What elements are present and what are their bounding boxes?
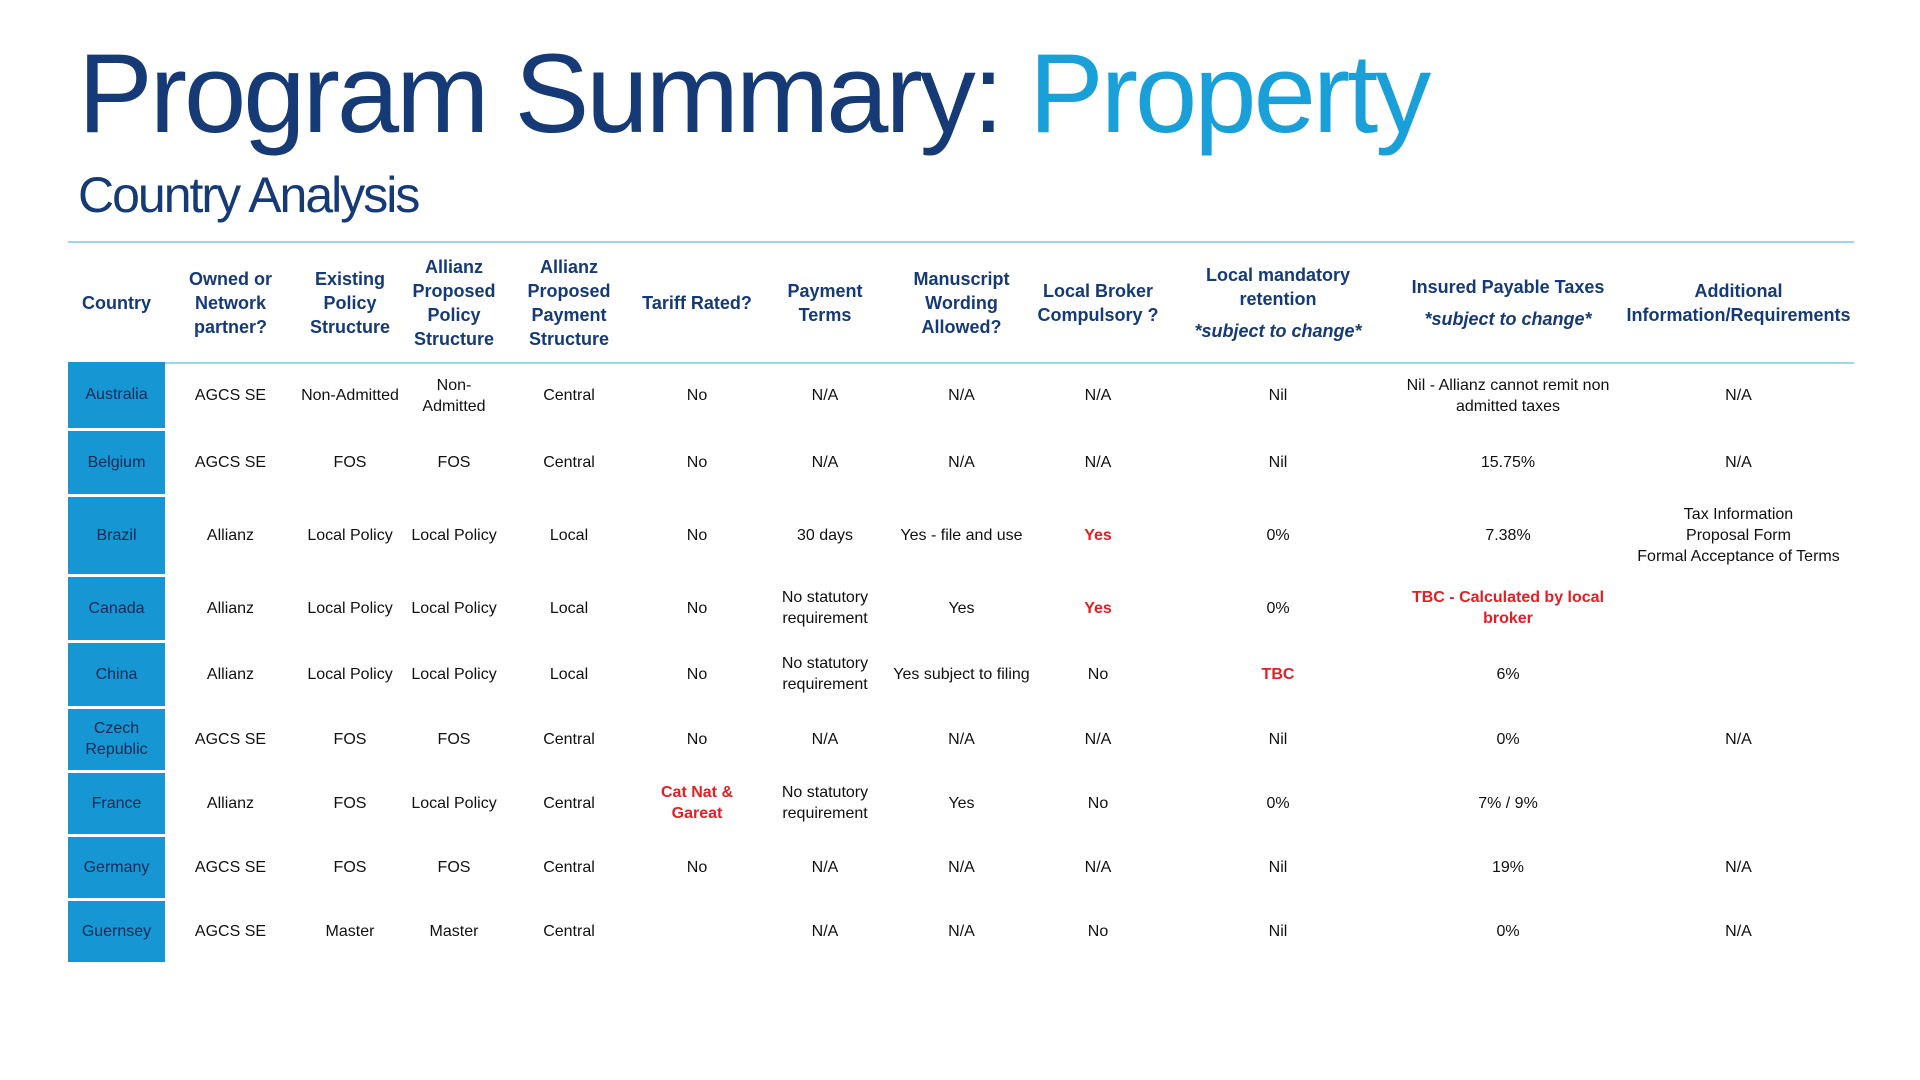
column-header (760, 243, 890, 362)
column-header-label: Tariff Rated? (642, 292, 752, 313)
country-cell: China (68, 641, 165, 707)
column-header-label: Insured Payable Taxes (1411, 276, 1605, 297)
cell-proposed-payment: Central (543, 922, 595, 940)
cell-proposed-payment: Central (543, 730, 595, 748)
cell-proposed-policy: FOS (437, 453, 471, 471)
column-header (1393, 243, 1623, 362)
column-header (634, 243, 760, 362)
cell-manuscript: Yes (948, 599, 975, 617)
country-cell: Belgium (68, 429, 165, 495)
cell-manuscript: N/A (948, 730, 975, 748)
column-header (1163, 243, 1393, 362)
cell-broker: N/A (1084, 453, 1112, 471)
cell-owned: Allianz (206, 599, 255, 617)
cell-additional (1623, 771, 1854, 835)
table-header-row (68, 243, 1854, 362)
cell-existing: FOS (333, 730, 367, 748)
table-row (68, 495, 1854, 575)
cell-owned: AGCS SE (194, 922, 267, 940)
cell-owned: AGCS SE (194, 453, 267, 471)
cell-proposed-payment: Central (543, 858, 595, 876)
cell-tariff: No (686, 858, 708, 876)
cell-payment-terms: N/A (811, 387, 839, 404)
cell-existing: Non-Admitted (301, 387, 399, 404)
country-cell: Czech Republic (68, 707, 165, 771)
cell-taxes: Nil - Allianz cannot remit non admitted taxes (1406, 376, 1610, 415)
cell-retention: Nil (1268, 858, 1288, 876)
country-cell: Brazil (68, 495, 165, 575)
cell-owned: Allianz (206, 526, 255, 544)
cell-additional: N/A (1725, 858, 1752, 876)
cell-additional (1623, 641, 1854, 707)
table-row (68, 707, 1854, 771)
column-header (1623, 243, 1854, 362)
cell-broker: Yes (1084, 526, 1112, 544)
cell-manuscript: Yes (948, 794, 975, 812)
page-subtitle: Country Analysis (78, 167, 419, 223)
cell-tariff: No (686, 387, 708, 404)
cell-proposed-policy: FOS (437, 858, 471, 876)
cell-broker: No (1087, 665, 1109, 683)
cell-broker: No (1087, 922, 1109, 940)
cell-retention: 0% (1266, 526, 1290, 544)
column-header-note: *subject to change* (1194, 320, 1362, 341)
cell-proposed-payment: Central (543, 387, 595, 404)
cell-existing: FOS (333, 453, 367, 471)
country-cell: Germany (68, 835, 165, 899)
column-header-label: Payment Terms (787, 280, 863, 325)
cell-broker: N/A (1084, 387, 1112, 404)
cell-taxes: 7% / 9% (1478, 794, 1538, 812)
cell-payment-terms: N/A (811, 858, 839, 876)
cell-retention: Nil (1268, 922, 1288, 940)
table-row (68, 771, 1854, 835)
cell-tariff: No (686, 526, 708, 544)
column-header-note: *subject to change* (1424, 308, 1592, 329)
column-header (504, 243, 634, 362)
cell-additional: N/A (1725, 730, 1752, 748)
column-header-label: Owned or Network partner? (188, 268, 272, 337)
cell-broker: Yes (1084, 599, 1112, 617)
country-cell: Australia (68, 362, 165, 429)
column-header-label: Local Broker Compulsory ? (1037, 280, 1159, 325)
cell-tariff (634, 899, 760, 963)
cell-tariff: No (686, 665, 708, 683)
cell-payment-terms: N/A (811, 922, 839, 940)
cell-proposed-policy: Local Policy (411, 599, 497, 617)
cell-proposed-policy: Non-Admitted (422, 376, 486, 415)
cell-taxes: TBC - Calculated by local broker (1411, 589, 1605, 627)
title-accent: Property (1028, 31, 1429, 156)
column-header-label: Country (82, 292, 151, 313)
cell-owned: AGCS SE (194, 730, 267, 748)
column-header-label: Additional Information/Requirements (1626, 280, 1851, 325)
cell-additional: N/A (1725, 453, 1752, 471)
table-row (68, 641, 1854, 707)
cell-manuscript: Yes - file and use (900, 526, 1023, 544)
cell-tariff: No (686, 599, 708, 617)
cell-existing: FOS (333, 794, 367, 812)
cell-payment-terms: 30 days (796, 526, 854, 544)
cell-proposed-policy: Local Policy (411, 526, 497, 544)
column-header-label: Existing Policy Structure (309, 268, 390, 337)
column-header (68, 243, 165, 362)
column-header-label: Manuscript Wording Allowed? (913, 268, 1010, 337)
cell-manuscript: N/A (948, 453, 975, 471)
cell-retention: 0% (1266, 599, 1290, 617)
cell-tariff: No (686, 453, 708, 471)
cell-existing: Master (325, 922, 375, 940)
country-cell: Canada (68, 575, 165, 641)
country-cell: France (68, 771, 165, 835)
cell-taxes: 15.75% (1480, 453, 1536, 471)
column-header (404, 243, 504, 362)
column-header (1033, 243, 1163, 362)
table-row (68, 362, 1854, 429)
cell-manuscript: N/A (948, 858, 975, 876)
cell-owned: AGCS SE (194, 858, 267, 876)
column-header (890, 243, 1033, 362)
cell-owned: Allianz (206, 794, 255, 812)
cell-payment-terms: No statutory requirement (781, 589, 869, 627)
column-header-label: Local mandatory retention (1205, 264, 1351, 309)
column-header-label: Allianz Proposed Policy Structure (412, 256, 496, 349)
cell-broker: No (1087, 794, 1109, 812)
cell-proposed-payment: Central (543, 453, 595, 471)
column-header (296, 243, 404, 362)
cell-existing: Local Policy (307, 665, 393, 683)
cell-manuscript: Yes subject to filing (893, 665, 1030, 683)
title-main: Program Summary: (78, 31, 1029, 156)
cell-existing: FOS (333, 858, 367, 876)
cell-additional (1623, 575, 1854, 641)
cell-manuscript: N/A (948, 922, 975, 940)
cell-retention: Nil (1268, 387, 1288, 404)
column-header-label: Allianz Proposed Payment Structure (527, 256, 611, 349)
cell-taxes: 7.38% (1485, 526, 1531, 544)
cell-owned: AGCS SE (194, 387, 267, 404)
table-body (68, 362, 1854, 963)
cell-tariff: Cat Nat & Gareat (660, 784, 733, 822)
cell-existing: Local Policy (307, 599, 393, 617)
cell-tariff: No (686, 730, 708, 748)
cell-taxes: 19% (1491, 858, 1525, 876)
cell-additional: N/A (1725, 387, 1752, 404)
cell-proposed-payment: Local (549, 665, 589, 683)
page-title (78, 31, 1429, 156)
cell-proposed-payment: Local (549, 599, 589, 617)
cell-proposed-policy: Local Policy (411, 794, 497, 812)
table-row (68, 429, 1854, 495)
cell-payment-terms: No statutory requirement (781, 655, 869, 693)
cell-broker: N/A (1084, 730, 1112, 748)
cell-taxes: 0% (1496, 922, 1520, 940)
cell-retention: Nil (1268, 453, 1288, 471)
cell-payment-terms: N/A (811, 453, 839, 471)
cell-broker: N/A (1084, 858, 1112, 876)
cell-proposed-policy: Local Policy (411, 665, 497, 683)
cell-retention: TBC (1261, 665, 1295, 683)
country-analysis-table (68, 243, 1854, 965)
cell-proposed-policy: Master (429, 922, 479, 940)
country-cell: Guernsey (68, 899, 165, 963)
cell-additional: Tax Information Proposal Form Formal Acceptance of Terms (1637, 505, 1840, 565)
cell-taxes: 0% (1496, 730, 1520, 748)
table-row (68, 575, 1854, 641)
table-row (68, 899, 1854, 963)
cell-owned: Allianz (206, 665, 255, 683)
cell-taxes: 6% (1496, 665, 1520, 683)
cell-manuscript: N/A (948, 387, 975, 404)
table-row (68, 835, 1854, 899)
cell-existing: Local Policy (307, 526, 393, 544)
cell-proposed-payment: Central (543, 794, 595, 812)
cell-proposed-payment: Local (549, 526, 589, 544)
cell-payment-terms: N/A (811, 730, 839, 748)
cell-retention: Nil (1268, 730, 1288, 748)
cell-proposed-policy: FOS (437, 730, 471, 748)
cell-additional: N/A (1725, 922, 1752, 940)
column-header (165, 243, 296, 362)
cell-retention: 0% (1266, 794, 1290, 812)
cell-payment-terms: No statutory requirement (781, 784, 869, 822)
